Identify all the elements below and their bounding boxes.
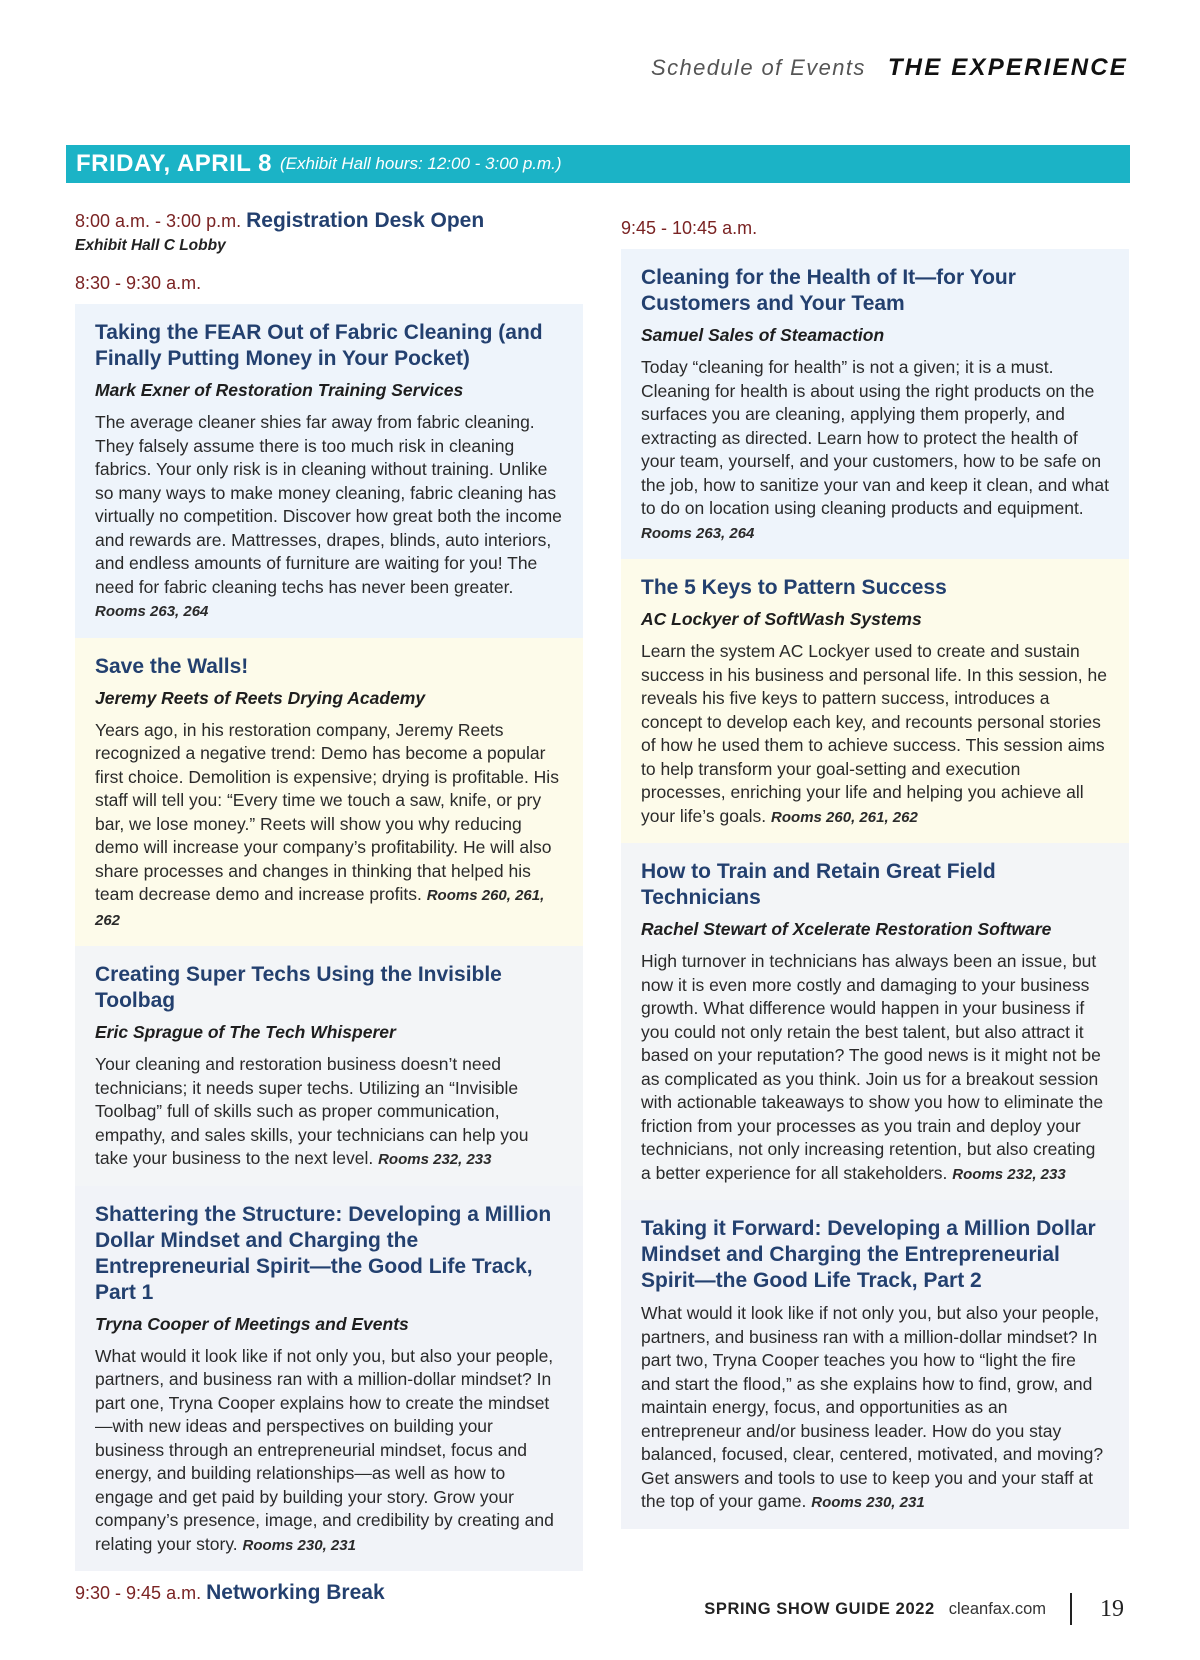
session-rooms: Rooms 263, 264 bbox=[95, 603, 209, 620]
left-column bbox=[75, 205, 583, 1605]
session-title: Taking the FEAR Out of Fabric Cleaning (and Finally Putting Money in Your Pocket) bbox=[95, 321, 543, 370]
description-text: Years ago, in his restoration company, Jeremy Reets recognized a negative trend: Demo has become a popular first choice. Demolition is expensive; drying is profitable. His staff will tell you: “Every time we touch a saw, knife, or pry bar, we lose money.” Reets will show you why reducing demo will increase your company’s profitability. He will also share processes and changes in thinking that helped his team decrease demo and increase profits. bbox=[95, 719, 559, 904]
session-title: How to Train and Retain Great Field Technicians bbox=[641, 860, 996, 909]
session-title: Creating Super Techs Using the Invisible Toolbag bbox=[95, 963, 502, 1012]
description-text: High turnover in technicians has always been an issue, but now it is even more costly and damaging to your business growth. What difference would happen in your business if you could not only retain the best talent, but also attract it based on your reputation? The good news is it might not be as complicated as you think. Join us for a breakout session with actionable takeaways to show you how to eliminate the friction from your processes as you train and deploy your technicians, not only increasing retention, but also creating a better experience for all stakeholders. bbox=[641, 951, 1104, 1183]
session-card bbox=[621, 559, 1129, 843]
session-title: Cleaning for the Health of It—for Your Customers and Your Team bbox=[641, 266, 1016, 315]
session-description bbox=[641, 1302, 1109, 1515]
session-card bbox=[621, 843, 1129, 1200]
registration-location: Exhibit Hall C Lobby bbox=[75, 237, 226, 254]
session-speaker: Jeremy Reets of Reets Drying Academy bbox=[95, 687, 426, 708]
session-title: The 5 Keys to Pattern Success bbox=[641, 576, 947, 599]
session-rooms: Rooms 230, 231 bbox=[242, 1536, 356, 1554]
break-time: 9:30 - 9:45 a.m. bbox=[75, 1583, 202, 1603]
session-description bbox=[641, 640, 1109, 829]
description-text: What would it look like if not only you, but also your people, partners, and business ran with a million-dollar mindset? In part one, Tryna Cooper explains how to create the mindset—with new ideas and perspectives on building your business through an entrepreneurial mindset, focus and energy, and building relationships—as well as how to engage and get paid by building your story. Grow your company’s presence, image, and credibility by creating and relating your story. bbox=[95, 1345, 554, 1554]
session-speaker: AC Lockyer of SoftWash Systems bbox=[641, 609, 922, 629]
session-description bbox=[641, 356, 1109, 545]
footer-guide-title: SPRING SHOW GUIDE 2022 bbox=[704, 1599, 935, 1618]
session-speaker: Eric Sprague of The Tech Whisperer bbox=[95, 1022, 396, 1042]
session-rooms: Rooms 260, 261, 262 bbox=[95, 887, 545, 929]
session-title: Shattering the Structure: Developing a Million Dollar Mindset and Charging the Entrepreneurial Spirit—the Good Life Track, Part 1 bbox=[95, 1202, 552, 1304]
session-rooms: Rooms 230, 231 bbox=[811, 1494, 925, 1511]
exhibit-hall-hours: (Exhibit Hall hours: 12:00 - 3:00 p.m.) bbox=[280, 154, 562, 173]
session-card bbox=[75, 638, 583, 947]
registration-row bbox=[75, 209, 583, 233]
day-title: FRIDAY, APRIL 8 bbox=[76, 150, 272, 177]
registration-title: Registration Desk Open bbox=[246, 209, 485, 232]
session-rooms: Rooms 232, 233 bbox=[378, 1151, 492, 1168]
session-description bbox=[95, 719, 563, 933]
slot-time: 8:30 - 9:30 a.m. bbox=[75, 273, 202, 293]
session-description bbox=[95, 411, 563, 624]
session-card bbox=[621, 1200, 1129, 1529]
registration-time: 8:00 a.m. - 3:00 p.m. bbox=[75, 211, 242, 231]
header-brand: THE EXPERIENCE bbox=[887, 54, 1128, 81]
break-title: Networking Break bbox=[206, 1581, 385, 1604]
session-description bbox=[641, 950, 1109, 1186]
slot-time: 9:45 - 10:45 a.m. bbox=[621, 218, 758, 238]
description-text: What would it look like if not only you, but also your people, partners, and business ran with a million-dollar mindset? In part two, Tryna Cooper teaches you how to “light the fire and start the flood,” as she explains how to find, grow, and maintain energy, focus, and opportunities as an entrepreneur and/or business leader. How do you stay balanced, focused, clear, centered, motivated, and moving? Get answers and tools to use to keep you and your staff at the top of your game. bbox=[641, 1303, 1104, 1511]
session-card bbox=[75, 1186, 583, 1572]
description-text: Your cleaning and restoration business doesn’t need technicians; it needs super techs. Utilizing an “Invisible Toolbag” full of skills such as proper communication, empathy, and sales skills, your technicians can help you take your business to the next level. bbox=[95, 1054, 529, 1168]
session-card bbox=[75, 946, 583, 1186]
description-text: The average cleaner shies far away from fabric cleaning. They falsely assume there is too much risk in cleaning fabrics. Your only risk is in cleaning without training. Unlike so many ways to make money cleaning, fabric cleaning has virtually no competition. Discover how great both the income and rewards are. Mattresses, drapes, blinds, auto interiors, and endless amounts of furniture are waiting for you! The need for fabric cleaning techs has never been greater. bbox=[95, 412, 562, 597]
session-speaker: Rachel Stewart of Xcelerate Restoration Software bbox=[641, 919, 1052, 939]
networking-break-row bbox=[75, 1581, 583, 1605]
session-rooms: Rooms 260, 261, 262 bbox=[771, 808, 918, 826]
day-banner bbox=[66, 145, 1130, 183]
page-header bbox=[651, 54, 1128, 82]
session-speaker: Samuel Sales of Steamaction bbox=[641, 325, 885, 345]
session-description bbox=[95, 1053, 563, 1172]
session-title: Taking it Forward: Developing a Million Dollar Mindset and Charging the Entrepreneurial Spirit—the Good Life Track, Part 2 bbox=[641, 1217, 1096, 1292]
description-text: Today “cleaning for health” is not a given; it is a must. Cleaning for health is about using the right products on the surfaces you are cleaning, applying them properly, and extracting as directed. Learn how to protect the health of your team, yourself, and your customers, how to be safe on the job, how to sanitize your van and keep it clean, and what to do on location using cleaning products and equipment. bbox=[641, 357, 1109, 518]
page-footer bbox=[704, 1593, 1124, 1625]
session-title: Save the Walls! bbox=[95, 654, 249, 678]
page-number: 19 bbox=[1100, 1595, 1124, 1622]
footer-divider bbox=[1070, 1593, 1072, 1625]
right-column bbox=[621, 218, 1129, 1529]
session-rooms: Rooms 232, 233 bbox=[952, 1165, 1066, 1183]
session-speaker: Tryna Cooper of Meetings and Events bbox=[95, 1313, 409, 1334]
session-rooms: Rooms 263, 264 bbox=[641, 524, 755, 542]
session-card bbox=[75, 304, 583, 638]
session-description bbox=[95, 1345, 563, 1558]
description-text: Learn the system AC Lockyer used to create and sustain success in his business and personal life. In this session, he reveals his five keys to pattern success, introduces a concept to develop each key, and recounts personal stories of how he used them to achieve success. This session aims to help transform your goal-setting and execution processes, enriching your life and helping you achieve all your life’s goals. bbox=[641, 641, 1107, 826]
session-speaker: Mark Exner of Restoration Training Services bbox=[95, 380, 464, 400]
footer-website: cleanfax.com bbox=[948, 1599, 1046, 1618]
session-card bbox=[621, 249, 1129, 559]
header-section-title: Schedule of Events bbox=[651, 55, 866, 80]
